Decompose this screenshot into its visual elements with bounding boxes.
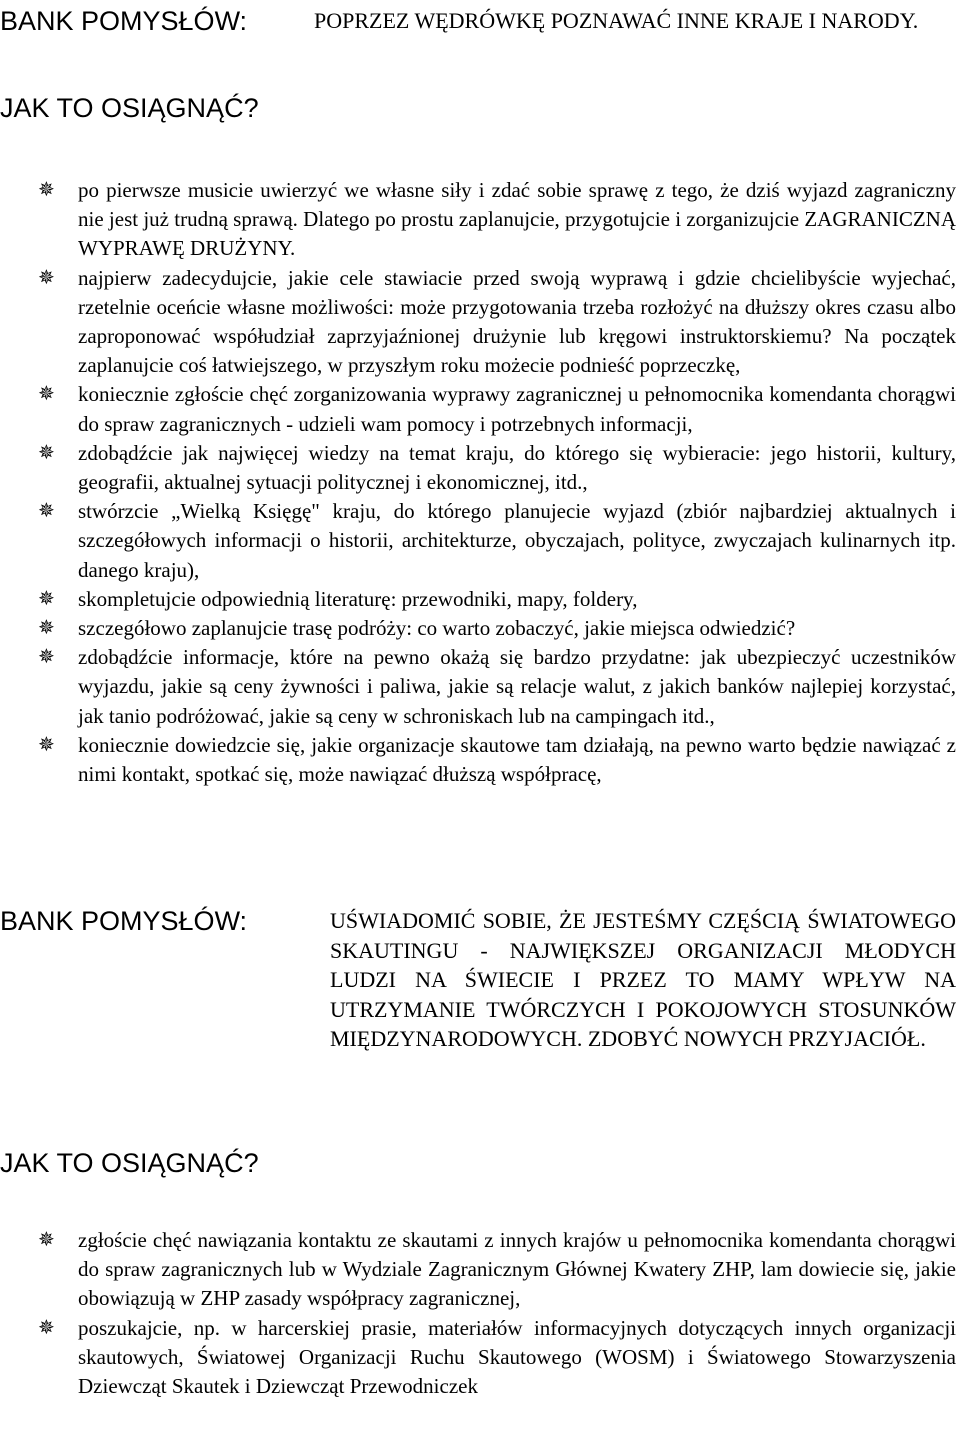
snowflake-bullet-icon: ✵ xyxy=(38,1316,55,1339)
list-item-text: szczegółowo zaplanujcie trasę podróży: co warto zobaczyć, jakie miejsca odwiedzić? xyxy=(78,616,796,641)
list-item-text: zdobądźcie jak najwięcej wiedzy na temat kraju, do którego się wybieracie: jego historii, kultury, geografii, aktualnej sytuacji politycznej i ekonomicznej, itd., xyxy=(78,440,956,495)
list-item xyxy=(0,585,960,614)
list-item-text: zgłoście chęć nawiązania kontaktu ze skautami z innych krajów u pełnomocnika komendanta chorągwi do spraw zagranicznych lub w Wydziale Zagranicznym Głównej Kwatery ZHP, lam dowiecie się, jakie obowiązują w ZHP zasady współpracy zagranicznej, xyxy=(78,1228,956,1311)
list-item-text: stwórzcie „Wielką Księgę" kraju, do którego planujecie wyjazd (zbiór najbardziej aktualnych i szczegółowych informacji o historii, architekturze, obyczajach, polityce, zwyczajach kulinarnych itp. danego kraju), xyxy=(78,499,956,582)
snowflake-bullet-icon: ✵ xyxy=(38,179,55,201)
snowflake-bullet-icon: ✵ xyxy=(38,383,55,406)
list-item-text: skompletujcie odpowiednią literaturę: przewodniki, mapy, foldery, xyxy=(78,586,638,611)
list-item-text: poszukajcie, np. w harcerskiej prasie, materiałów informacyjnych dotyczących innych organizacji skautowych, Światowej Organizacji Ruchu Skautowego (WOSM) i Światowego Stowarzyszenia Dziewcząt Skautek i Dziewcząt Przewodniczek xyxy=(78,1315,956,1399)
idea-bank-1 xyxy=(0,4,960,66)
idea-bank-label: BANK POMYSŁÓW: xyxy=(0,906,248,936)
list-item-text: po pierwsze musicie uwierzyć we własne siły i zdać sobie sprawę z tego, że dziś wyjazd zagraniczny nie jest już trudną sprawą. Dlatego po prostu zaplanujcie, przygotujcie i zorganizujcie ZAGRANICZNĄ WYPRAWĘ DRUŻYNY. xyxy=(78,178,956,261)
list-item xyxy=(0,614,960,643)
idea-bank-goal: POPRZEZ WĘDRÓWKĘ POZNAWAĆ INNE KRAJE I NARODY. xyxy=(314,8,919,33)
list-item xyxy=(0,439,960,497)
list-item xyxy=(0,497,960,585)
list-item-text: najpierw zadecydujcie, jakie cele stawiacie przed swoją wyprawą i gdzie chcielibyście wyjechać, rzetelnie oceńcie własne możliwości: może przygotowania trzeba rozłożyć na dłuższy okres czasu albo zaproponować współudział zaprzyjaźnionej drużynie lub kręgowi instruktorskiemu? Na początek zaplanujcie coś łatwiejszego, w przyszłym roku możecie podnieść poprzeczkę, xyxy=(78,265,956,378)
list-item-text: koniecznie zgłoście chęć zorganizowania wyprawy zagranicznej u pełnomocnika komendanta chorągwi do spraw zagranicznych - udzieli wam pomocy i potrzebnych informacji, xyxy=(78,382,956,436)
snowflake-bullet-icon: ✵ xyxy=(38,1229,55,1251)
snowflake-bullet-icon: ✵ xyxy=(38,500,55,523)
snowflake-bullet-icon: ✵ xyxy=(38,733,55,756)
list-item xyxy=(0,176,960,264)
how-to-heading: JAK TO OSIĄGNĄĆ? xyxy=(0,1148,259,1178)
list-item xyxy=(0,264,960,381)
snowflake-bullet-icon: ✵ xyxy=(38,441,55,464)
idea-bank-goal: UŚWIADOMIĆ SOBIE, ŻE JESTEŚMY CZĘŚCIĄ ŚWIATOWEGO SKAUTINGU - NAJWIĘKSZEJ ORGANIZACJI MŁODYCH LUDZI NA ŚWIECIE I PRZEZ TO MAMY WPŁYW NA UTRZYMANIE TWÓRCZYCH I POKOJOWYCH STOSUNKÓW MIĘDZYNARODOWYCH. ZDOBYĆ NOWYCH PRZYJACIÓŁ. xyxy=(330,908,956,1051)
steps-list-1 xyxy=(0,176,960,789)
snowflake-bullet-icon: ✵ xyxy=(38,587,55,610)
list-item xyxy=(0,643,960,731)
how-to-heading: JAK TO OSIĄGNĄĆ? xyxy=(0,93,259,123)
list-item-text: zdobądźcie informacje, które na pewno okażą się bardzo przydatne: jak ubezpieczyć uczestników wyjazdu, jakie są ceny żywności i paliwa, jakie są relacje walut, z jakich banków najlepiej korzystać, jak tanio podróżować, jakie są ceny w schroniskach lub na campingach itd., xyxy=(78,645,956,728)
snowflake-bullet-icon: ✵ xyxy=(38,266,55,289)
idea-bank-2 xyxy=(0,904,960,1114)
list-item xyxy=(0,1226,960,1314)
steps-list-2 xyxy=(0,1226,960,1401)
list-item-text: koniecznie dowiedzcie się, jakie organizacje skautowe tam działają, na pewno warto będzie nawiązać z nimi kontakt, spotkać się, może nawiązać dłuższą współpracę, xyxy=(78,732,956,787)
snowflake-bullet-icon: ✵ xyxy=(38,646,55,669)
list-item xyxy=(0,731,960,789)
list-item xyxy=(0,1314,960,1402)
idea-bank-label: BANK POMYSŁÓW: xyxy=(0,6,248,36)
list-item xyxy=(0,380,960,438)
snowflake-bullet-icon: ✵ xyxy=(38,617,55,640)
